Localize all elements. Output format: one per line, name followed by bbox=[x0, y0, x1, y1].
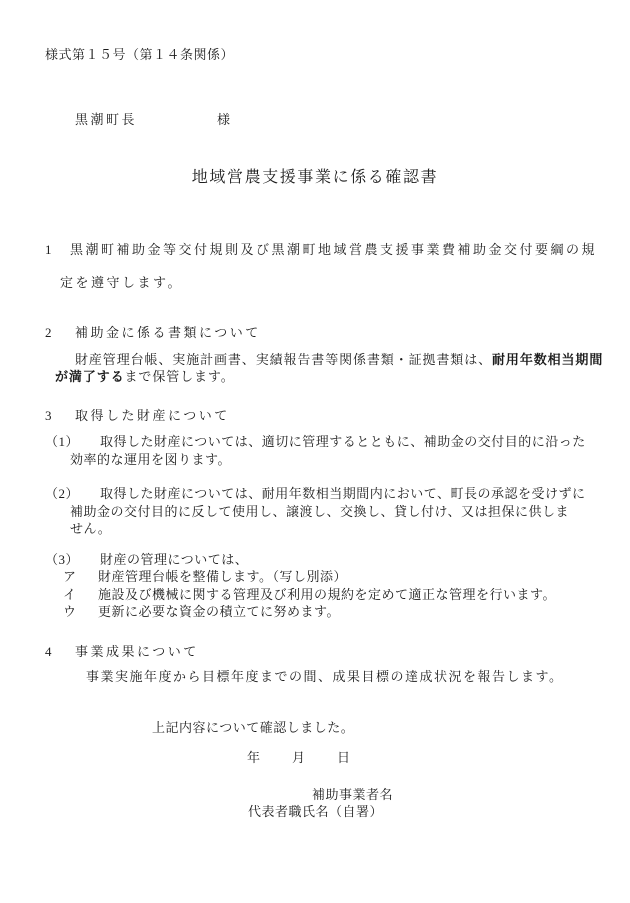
section-3-heading-line bbox=[45, 408, 230, 423]
item-3-sub-i-line bbox=[63, 587, 556, 602]
sub-a-marker: ア bbox=[63, 569, 77, 584]
section-3-number: 3 bbox=[45, 408, 54, 423]
section-4-heading: 事業成果について bbox=[75, 644, 199, 659]
item-3-text-line-1: 財産の管理については、 bbox=[100, 552, 249, 567]
section-2-body-line-1 bbox=[75, 352, 603, 367]
item-3-marker: （3） bbox=[45, 552, 80, 567]
section-2-body-line-2-normal: まで保管します。 bbox=[124, 369, 235, 384]
addressee-line bbox=[75, 112, 233, 127]
section-2-number: 2 bbox=[45, 325, 54, 340]
section-1-number: 1 bbox=[45, 242, 54, 257]
section-4-body: 事業実施年度から目標年度までの間、成果目標の達成状況を報告します。 bbox=[86, 669, 564, 684]
closing-confirmation: 上記内容について確認しました。 bbox=[152, 720, 355, 735]
section-4-number: 4 bbox=[45, 644, 54, 659]
item-3-sub-a-line bbox=[63, 569, 347, 584]
section-3-item-3-line-1 bbox=[45, 552, 248, 567]
item-2-marker: （2） bbox=[45, 486, 80, 501]
section-3-heading: 取得した財産について bbox=[75, 408, 230, 423]
sub-i-text: 施設及び機械に関する管理及び利用の規約を定めて適正な管理を行います。 bbox=[98, 587, 556, 602]
item-2-text-line-2: 補助金の交付目的に反して使用し、譲渡し、交換し、貸し付け、又は担保に供しま bbox=[70, 504, 569, 519]
section-2-body-line-1-normal: 財産管理台帳、実施計画書、実績報告書等関係書類・証拠書類は、 bbox=[75, 352, 493, 367]
sub-u-marker: ウ bbox=[63, 604, 77, 619]
addressee-honorific: 様 bbox=[217, 112, 233, 127]
document-title: 地域営農支援事業に係る確認書 bbox=[191, 169, 439, 186]
item-3-sub-u-line bbox=[63, 604, 340, 619]
addressee-name: 黒潮町長 bbox=[75, 112, 138, 127]
item-1-marker: （1） bbox=[45, 434, 80, 449]
form-number: 様式第１５号（第１４条関係） bbox=[45, 47, 235, 62]
item-2-text-line-3: せん。 bbox=[70, 521, 112, 536]
section-2-body-line-1-bold: 耐用年数相当期間 bbox=[492, 352, 604, 367]
item-1-text-line-2: 効率的な運用を図ります。 bbox=[70, 452, 231, 467]
section-2-body-line-2-bold: が満了する bbox=[55, 369, 125, 384]
section-1-line-1 bbox=[45, 242, 597, 257]
section-3-item-2-line-1 bbox=[45, 486, 585, 501]
section-2-heading: 補助金に係る書類について bbox=[75, 325, 261, 340]
business-name-label: 補助事業者名 bbox=[312, 787, 394, 802]
representative-label: 代表者職氏名（自署） bbox=[248, 804, 384, 819]
section-4-heading-line bbox=[45, 644, 199, 659]
section-2-body-line-2 bbox=[55, 369, 235, 384]
sub-u-text: 更新に必要な資金の積立てに努めます。 bbox=[98, 604, 340, 619]
date-line: 年 月 日 bbox=[247, 750, 353, 765]
section-2-heading-line bbox=[45, 325, 261, 340]
section-1-text-line-1: 黒潮町補助金等交付規則及び黒潮町地域営農支援事業費補助金交付要綱の規 bbox=[70, 242, 598, 257]
sub-a-text: 財産管理台帳を整備します。（写し別添） bbox=[98, 569, 347, 584]
item-1-text-line-1: 取得した財産については、適切に管理するとともに、補助金の交付目的に沿った bbox=[100, 434, 586, 449]
section-1-text-line-2: 定を遵守します。 bbox=[60, 275, 183, 290]
item-2-text-line-1: 取得した財産については、耐用年数相当期間内において、町長の承認を受けずに bbox=[100, 486, 586, 501]
section-3-item-1-line-1 bbox=[45, 434, 586, 449]
sub-i-marker: イ bbox=[63, 587, 77, 602]
